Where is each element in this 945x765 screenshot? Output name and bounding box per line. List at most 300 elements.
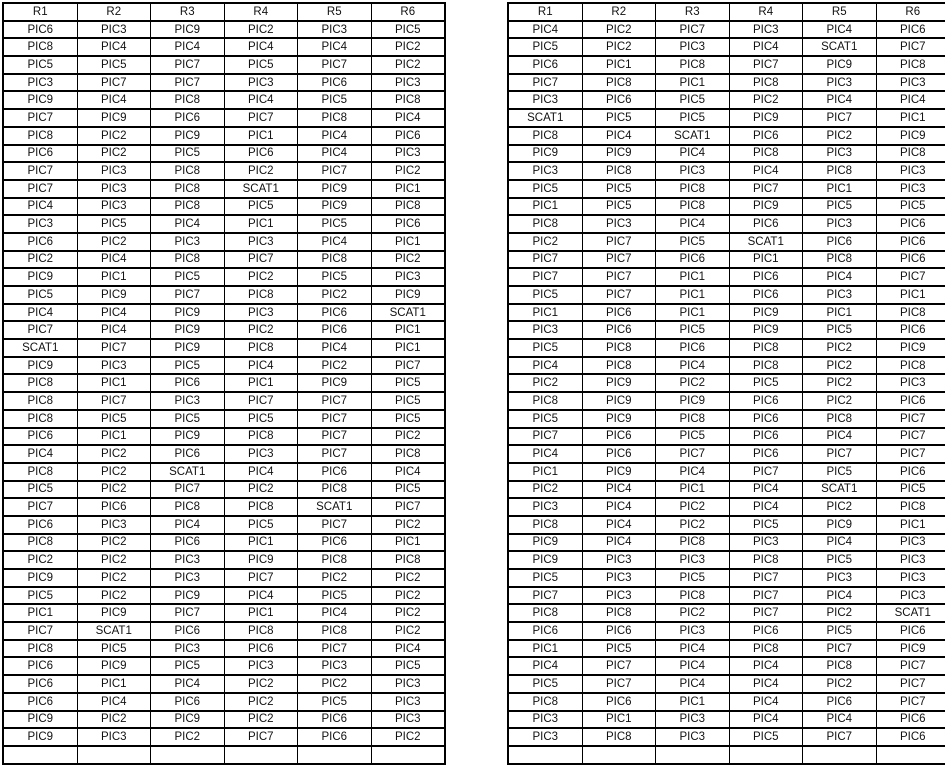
table-row [508,304,945,322]
table-cell: PIC2 [803,374,877,392]
table-cell: PIC7 [224,109,298,127]
table-cell: PIC8 [656,180,730,198]
column-header: R3 [151,3,225,21]
table-row [508,622,945,640]
table-row [508,534,945,552]
table-row [3,657,445,675]
table-cell: PIC4 [3,445,77,463]
table-cell: PIC6 [876,21,945,39]
table-cell: PIC6 [582,321,656,339]
table-cell: PIC3 [77,198,151,216]
table-cell: SCAT1 [77,622,151,640]
table-row [508,180,945,198]
table-cell: PIC8 [803,410,877,428]
table-row [3,481,445,499]
table-cell: PIC7 [77,339,151,357]
table-cell: PIC2 [803,357,877,375]
table-cell [876,746,945,764]
table-cell: PIC9 [151,21,225,39]
table-row [508,640,945,658]
column-header: R4 [224,3,298,21]
table-cell: PIC4 [729,657,803,675]
table-cell: PIC8 [371,91,445,109]
table-cell: PIC1 [371,534,445,552]
table-cell: PIC6 [77,498,151,516]
table-cell: PIC8 [371,198,445,216]
table-row [3,38,445,56]
table-cell: PIC4 [298,145,372,163]
table-cell: PIC8 [876,145,945,163]
table-row [3,74,445,92]
table-row [508,56,945,74]
table-cell: PIC1 [224,534,298,552]
table-cell: PIC5 [508,339,582,357]
table-row [3,127,445,145]
table-cell: PIC5 [729,516,803,534]
table-row [3,392,445,410]
table-row [508,463,945,481]
table-cell: PIC6 [729,127,803,145]
table-cell: PIC7 [582,286,656,304]
table-row [3,587,445,605]
table-cell: PIC3 [371,268,445,286]
table-cell: PIC2 [3,251,77,269]
table-cell: PIC6 [729,428,803,446]
right-table [507,2,945,765]
table-row [3,321,445,339]
table-cell: PIC4 [224,357,298,375]
table-cell: PIC3 [803,569,877,587]
table-cell: PIC6 [582,445,656,463]
column-header: R1 [508,3,582,21]
table-cell: SCAT1 [298,498,372,516]
table-cell: PIC6 [298,74,372,92]
table-cell: PIC2 [224,711,298,729]
table-row [3,498,445,516]
table-cell: PIC7 [876,428,945,446]
table-cell: PIC4 [298,233,372,251]
table-cell: PIC9 [224,551,298,569]
table-cell: SCAT1 [803,38,877,56]
table-cell: PIC8 [803,251,877,269]
table-cell: PIC2 [729,91,803,109]
table-cell: PIC3 [224,304,298,322]
table-cell: PIC6 [151,534,225,552]
table-cell: PIC6 [876,215,945,233]
table-cell: PIC4 [803,268,877,286]
table-cell: PIC8 [151,498,225,516]
table-cell: PIC4 [656,145,730,163]
table-cell: PIC1 [508,463,582,481]
table-cell: PIC5 [77,640,151,658]
table-cell: PIC5 [151,145,225,163]
table-cell: PIC4 [803,534,877,552]
table-cell: PIC5 [803,622,877,640]
table-cell: PIC7 [151,286,225,304]
table-cell: PIC6 [656,339,730,357]
table-cell: PIC8 [582,728,656,746]
table-cell: PIC7 [729,56,803,74]
table-cell: SCAT1 [371,304,445,322]
table-cell: PIC5 [224,516,298,534]
table-cell: PIC2 [371,38,445,56]
table-cell: PIC2 [77,145,151,163]
table-cell [224,746,298,764]
table-cell: PIC7 [77,392,151,410]
table-cell: PIC7 [729,587,803,605]
table-row [3,551,445,569]
table-cell: PIC8 [151,251,225,269]
table-cell: SCAT1 [729,233,803,251]
table-cell: PIC4 [656,215,730,233]
table-cell: PIC2 [508,233,582,251]
column-header: R3 [656,3,730,21]
table-cell: PIC7 [582,251,656,269]
table-cell: PIC3 [876,587,945,605]
table-row [3,711,445,729]
table-cell: PIC1 [656,304,730,322]
table-cell: SCAT1 [656,127,730,145]
table-cell: PIC3 [77,180,151,198]
table-cell: PIC8 [508,392,582,410]
table-cell: PIC3 [876,162,945,180]
table-cell: PIC7 [876,675,945,693]
table-cell: PIC2 [77,569,151,587]
table-cell: PIC2 [298,569,372,587]
table-cell: PIC9 [151,321,225,339]
table-row [3,693,445,711]
table-cell: PIC9 [151,587,225,605]
table-cell: PIC5 [298,215,372,233]
column-header: R1 [3,3,77,21]
table-cell: PIC2 [77,551,151,569]
table-cell: PIC4 [729,498,803,516]
table-cell: PIC9 [803,56,877,74]
table-cell: PIC8 [656,56,730,74]
table-cell: PIC1 [371,321,445,339]
table-cell: PIC2 [224,21,298,39]
table-row [508,91,945,109]
table-cell: PIC4 [582,481,656,499]
column-header: R6 [876,3,945,21]
table-cell: PIC8 [656,410,730,428]
table-cell: PIC7 [729,604,803,622]
table-cell: PIC7 [582,675,656,693]
table-cell: PIC2 [582,21,656,39]
table-row [3,728,445,746]
table-cell: PIC7 [3,498,77,516]
table-cell: PIC1 [371,233,445,251]
table-cell: PIC9 [298,180,372,198]
table-cell: PIC2 [803,339,877,357]
table-cell: PIC3 [151,233,225,251]
table-cell: PIC6 [3,145,77,163]
table-cell: PIC9 [3,569,77,587]
left-table-body [3,21,445,764]
table-cell: PIC3 [656,38,730,56]
table-cell: PIC8 [729,357,803,375]
table-cell: PIC4 [77,693,151,711]
table-cell: PIC3 [803,74,877,92]
table-row [508,675,945,693]
table-cell: PIC7 [656,445,730,463]
table-row [508,162,945,180]
table-cell: PIC4 [508,445,582,463]
table-cell: PIC4 [656,657,730,675]
table-cell: PIC3 [803,145,877,163]
table-cell: PIC8 [224,622,298,640]
table-cell: PIC2 [508,481,582,499]
table-cell: PIC3 [803,215,877,233]
table-cell: PIC8 [876,56,945,74]
table-cell: PIC6 [224,145,298,163]
table-cell: PIC3 [582,551,656,569]
table-cell: PIC2 [803,392,877,410]
table-row [508,74,945,92]
table-cell: PIC4 [77,321,151,339]
table-cell: PIC2 [77,711,151,729]
table-cell: PIC9 [729,109,803,127]
table-cell: PIC2 [77,534,151,552]
table-row [508,127,945,145]
table-cell: PIC3 [77,516,151,534]
table-cell: PIC5 [224,198,298,216]
table-cell: PIC9 [298,198,372,216]
table-cell: PIC5 [582,640,656,658]
table-cell: PIC4 [151,215,225,233]
table-cell: PIC9 [729,304,803,322]
table-cell: PIC8 [3,392,77,410]
table-row [3,180,445,198]
table-cell: PIC2 [3,551,77,569]
table-cell: PIC4 [582,516,656,534]
table-cell: PIC1 [508,640,582,658]
table-cell: PIC1 [77,428,151,446]
table-cell: PIC1 [582,56,656,74]
table-row [508,21,945,39]
table-cell: PIC4 [729,481,803,499]
table-cell: PIC2 [371,428,445,446]
table-cell: PIC3 [656,728,730,746]
table-cell: PIC5 [151,268,225,286]
table-cell: PIC4 [77,38,151,56]
table-cell: PIC9 [582,145,656,163]
table-cell: PIC5 [656,321,730,339]
table-cell [298,746,372,764]
table-cell: PIC9 [77,109,151,127]
table-cell: PIC3 [876,569,945,587]
table-cell: PIC3 [508,162,582,180]
table-cell: PIC2 [77,445,151,463]
table-cell: PIC5 [3,286,77,304]
table-cell: PIC6 [371,127,445,145]
table-cell: PIC7 [151,481,225,499]
table-cell: PIC5 [582,109,656,127]
table-row [3,268,445,286]
table-cell: PIC8 [582,339,656,357]
table-cell: PIC7 [656,21,730,39]
table-cell: PIC2 [803,127,877,145]
table-cell: PIC4 [508,357,582,375]
table-cell: PIC4 [656,675,730,693]
table-cell: PIC3 [224,445,298,463]
table-cell: PIC7 [876,38,945,56]
table-cell: PIC1 [77,268,151,286]
table-cell: PIC1 [77,374,151,392]
table-cell: PIC9 [876,339,945,357]
table-cell: PIC4 [371,640,445,658]
table-row [3,569,445,587]
table-row [508,445,945,463]
table-cell: PIC3 [77,162,151,180]
table-row [508,251,945,269]
table-cell: PIC2 [77,587,151,605]
table-row [508,428,945,446]
table-cell: PIC2 [656,498,730,516]
table-cell: PIC9 [508,551,582,569]
table-cell: PIC5 [151,357,225,375]
table-cell: PIC8 [508,127,582,145]
table-row [3,56,445,74]
table-cell [77,746,151,764]
table-cell: PIC8 [876,498,945,516]
table-cell: SCAT1 [3,339,77,357]
table-cell: PIC1 [3,604,77,622]
table-row [508,516,945,534]
table-row [3,604,445,622]
table-cell: PIC6 [729,392,803,410]
table-row [3,534,445,552]
table-cell: PIC7 [298,428,372,446]
table-cell [371,746,445,764]
table-cell: PIC8 [371,445,445,463]
table-cell: PIC3 [151,392,225,410]
table-cell: PIC3 [508,321,582,339]
table-row [508,233,945,251]
table-cell: PIC5 [298,693,372,711]
table-cell: PIC4 [656,640,730,658]
table-cell: PIC4 [656,463,730,481]
table-cell: PIC3 [77,357,151,375]
column-header: R2 [582,3,656,21]
table-cell: PIC8 [151,162,225,180]
table-cell: PIC4 [371,109,445,127]
table-cell: PIC4 [77,91,151,109]
table-row [508,569,945,587]
table-cell: PIC3 [656,162,730,180]
table-cell: PIC3 [371,693,445,711]
table-cell: PIC2 [656,516,730,534]
table-cell: PIC6 [876,728,945,746]
table-row [3,109,445,127]
table-row [3,286,445,304]
table-cell: PIC5 [803,551,877,569]
table-cell: PIC7 [151,56,225,74]
table-cell: PIC6 [508,622,582,640]
table-cell: PIC6 [876,622,945,640]
table-cell: PIC4 [3,198,77,216]
table-cell: PIC8 [3,534,77,552]
table-cell: PIC7 [224,392,298,410]
table-cell: PIC5 [371,392,445,410]
table-cell: PIC7 [803,445,877,463]
table-cell: PIC2 [508,374,582,392]
table-cell: PIC3 [876,534,945,552]
table-cell: PIC3 [656,622,730,640]
table-cell [151,746,225,764]
table-cell: PIC6 [508,56,582,74]
table-cell: PIC4 [3,304,77,322]
table-cell: PIC3 [803,286,877,304]
table-cell: PIC8 [729,74,803,92]
table-cell: PIC8 [729,640,803,658]
table-cell: PIC2 [298,357,372,375]
table-cell: PIC6 [298,304,372,322]
table-cell: PIC6 [3,516,77,534]
table-cell: PIC2 [582,38,656,56]
table-row [508,109,945,127]
table-cell: PIC1 [656,74,730,92]
table-cell: PIC1 [876,516,945,534]
table-cell: PIC5 [803,321,877,339]
table-cell: PIC6 [298,728,372,746]
table-cell: PIC6 [729,268,803,286]
table-cell: PIC4 [224,38,298,56]
table-cell: PIC5 [729,374,803,392]
table-cell: PIC4 [582,498,656,516]
table-row [3,215,445,233]
table-cell: PIC6 [582,693,656,711]
table-row [3,374,445,392]
table-cell: PIC5 [151,657,225,675]
table-row [3,233,445,251]
table-cell: PIC8 [3,38,77,56]
table-cell: PIC4 [729,711,803,729]
table-row [508,746,945,764]
table-cell: PIC7 [298,392,372,410]
table-cell: PIC9 [3,711,77,729]
table-cell: PIC8 [729,551,803,569]
table-cell [582,746,656,764]
table-cell: PIC4 [151,516,225,534]
table-cell: PIC9 [876,640,945,658]
table-cell: PIC9 [151,711,225,729]
table-row [508,498,945,516]
table-row [508,481,945,499]
table-cell: PIC7 [77,74,151,92]
table-cell: PIC4 [508,21,582,39]
table-cell: SCAT1 [508,109,582,127]
table-cell: PIC6 [151,374,225,392]
table-cell: PIC7 [876,445,945,463]
table-cell: PIC8 [876,357,945,375]
table-cell: PIC2 [371,569,445,587]
table-cell: PIC4 [729,162,803,180]
table-row [508,604,945,622]
table-cell: PIC9 [3,728,77,746]
table-cell: PIC2 [371,251,445,269]
table-cell: PIC2 [803,675,877,693]
table-cell: PIC9 [876,127,945,145]
table-cell: PIC6 [876,251,945,269]
table-cell: PIC8 [876,304,945,322]
table-row [508,268,945,286]
table-cell: PIC8 [803,162,877,180]
table-row [3,428,445,446]
table-cell: PIC7 [224,569,298,587]
table-cell: PIC8 [3,640,77,658]
table-cell: PIC3 [77,21,151,39]
